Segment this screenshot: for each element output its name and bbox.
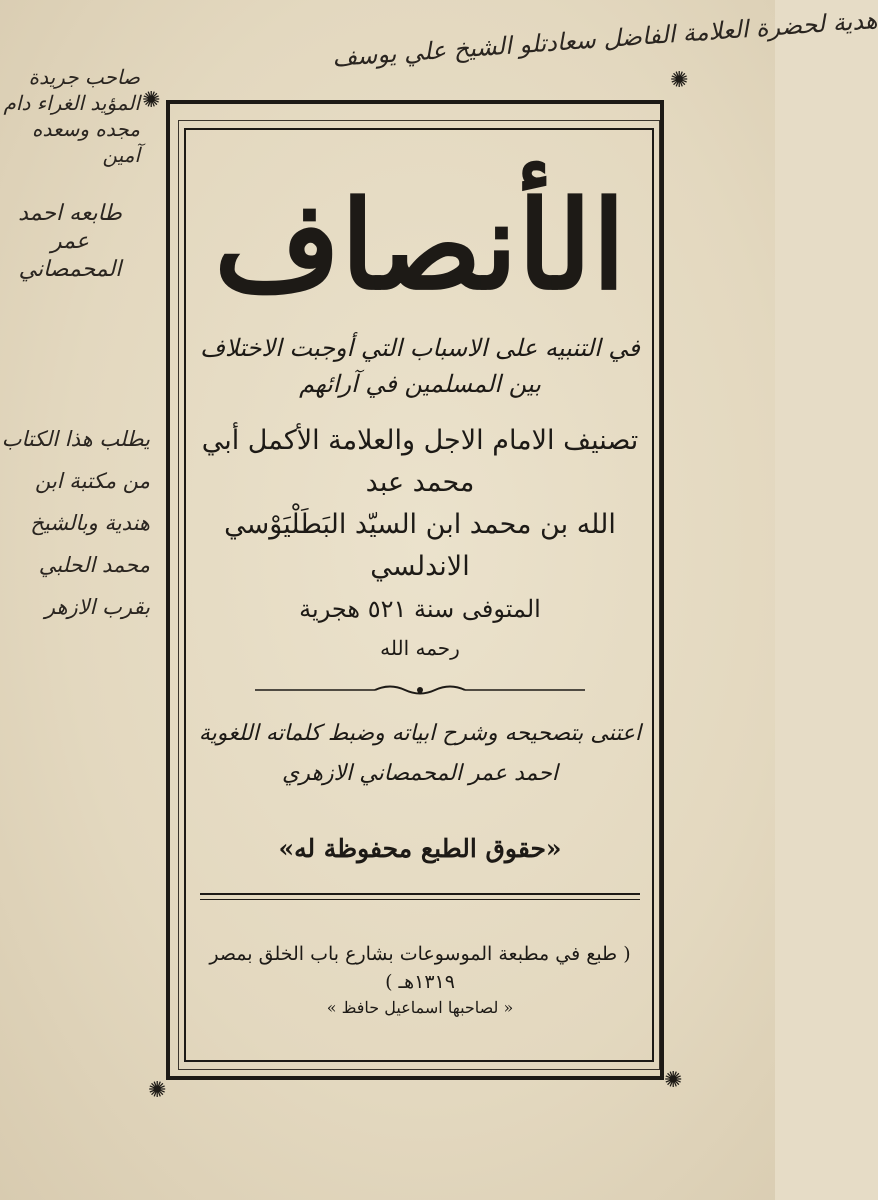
editor-line-1: اعتنى بتصحيحه وشرح ابياته وضبط كلماته اللغوية <box>198 721 642 747</box>
corner-ornament-icon: ✺ <box>148 1078 167 1103</box>
editor-line-2: احمد عمر المحمصاني الازهري <box>282 761 558 787</box>
rule-bottom <box>200 899 640 900</box>
handwritten-dedication-cont: صاحب جريدة المؤيد الغراء دام مجده وسعده آمين <box>3 65 140 167</box>
book-title: الأنصاف <box>214 173 626 317</box>
author-line-2: الله بن محمد ابن السيّد البَطَلْيَوْسي الاندلسي <box>224 509 616 583</box>
subtitle-line-1: في التنبيه على الاسباب التي أوجبت الاختلاف <box>200 334 640 363</box>
title-block <box>190 140 650 1050</box>
printer-line-1: ( طبع في مطبعة الموسوعات بشارع باب الخلق بمصر ١٣١٩هـ ) <box>209 943 631 994</box>
handwritten-note: يطلب هذا الكتاب من مكتبة ابن هندية وبالشيخ محمد الحلبي بقرب الازهر <box>1 427 150 619</box>
author-line-1: تصنيف الامام الاجل والعلامة الأكمل أبي محمد عبد <box>201 425 639 499</box>
printer-line-2: « لصاحبها اسماعيل حافظ » <box>326 998 514 1018</box>
copyright-notice: «حقوق الطبع محفوظة له» <box>278 834 562 864</box>
rule-top <box>200 893 640 895</box>
ornamental-divider <box>255 682 585 696</box>
corner-ornament-icon: ✺ <box>664 1068 683 1093</box>
author-line-3: المتوفى سنة ٥٢١ هجرية <box>299 595 541 624</box>
corner-ornament-icon: ✺ <box>142 88 161 113</box>
subtitle-line-2: بين المسلمين في آرائهم <box>299 370 541 399</box>
handwritten-signature: طابعه احمد عمر المحمصاني <box>18 201 122 282</box>
corner-ornament-icon: ✺ <box>670 68 689 93</box>
rahmah-text: رحمه الله <box>380 636 460 661</box>
handwritten-dedication: هدية لحضرة العلامة الفاضل سعادتلو الشيخ علي يوسف <box>331 6 878 73</box>
